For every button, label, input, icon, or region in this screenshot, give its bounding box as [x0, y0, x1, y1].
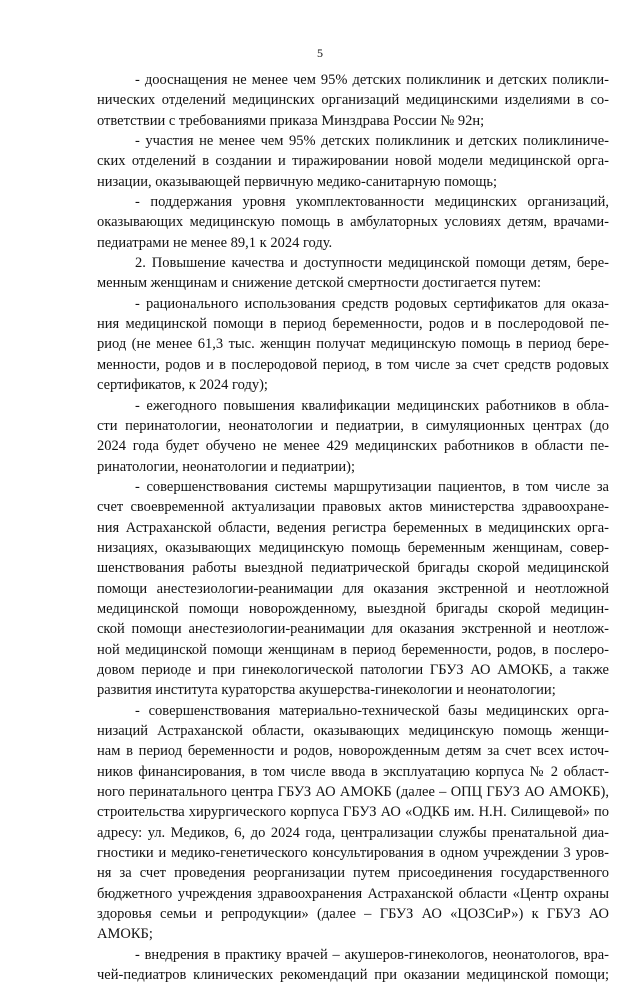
text-line: развития института кураторства акушерства-гинекологии и неонатологии; [97, 682, 556, 699]
text-line: 2024 года будет обучено не менее 429 медицинских работников в области пе- [97, 438, 609, 455]
text-line: довом периоде и при гинекологической патологии ГБУЗ АО АМОКБ, а также [97, 661, 609, 678]
text-line: оказывающих медицинскую помощь в амбулаторных условиях детям, врачами- [97, 214, 609, 231]
text-line: - дооснащения не менее чем 95% детских поликлиник и детских поликли- [135, 72, 609, 88]
text-line: строительства хирургического корпуса ГБУЗ АО «ОДКБ им. Н.Н. Силищевой» по [97, 804, 609, 821]
text-line: шенствования работы выездной педиатрической бригады скорой медицинской [97, 560, 609, 577]
text-line: ответствии с требованиями приказа Минздрава России № 92н; [97, 112, 485, 129]
text-line: - поддержания уровня укомплектованности медицинских организаций, [135, 194, 609, 211]
text-line: ских отделений в создании и тиражировании новой модели медицинской орга- [97, 153, 609, 170]
text-line: - совершенствования материально-технической базы медицинских орга- [135, 702, 609, 719]
text-line: здоровья семьи и репродукции» (далее – ГБУЗ АО «ЦОЗСиР») к ГБУЗ АО [97, 906, 609, 923]
text-line: педиатрами не менее 89,1 к 2024 году. [97, 234, 333, 251]
text-line: ния медицинской помощи в период беременности, родов и в послеродовой пе- [97, 316, 609, 333]
text-line: чей-педиатров клинических рекомендаций при оказании медицинской помощи; [97, 967, 609, 984]
text-line: низациях, оказывающих медицинскую помощь беременным женщинам, совер- [97, 539, 609, 556]
text-line: медицинской помощи новорожденному, выездной бригады скорой медицин- [97, 600, 609, 617]
text-line: помощи анестезиологии-реанимации для оказания экстренной и неотложной [97, 580, 609, 597]
text-line: - совершенствования системы маршрутизации пациентов, в том числе за [135, 478, 609, 495]
text-line: ной медицинской помощи женщинам в период беременности, родов, в послеро- [97, 641, 609, 658]
text-line: нических отделений медицинских организаций медицинскими изделиями в со- [97, 92, 609, 109]
text-line: нам в период беременности и родов, новорожденным детям за счет всех источ- [97, 743, 609, 760]
text-line: адресу: ул. Медиков, 6, до 2024 года, централизации службы пренатальной диа- [97, 824, 609, 841]
text-line: риод (не менее 61,3 тыс. женщин получат медицинскую помощь в период бере- [97, 336, 609, 353]
page-number: 5 [317, 46, 323, 60]
text-line: 2. Повышение качества и доступности медицинской помощи детям, бере- [135, 255, 609, 272]
text-line: ринатологии, неонатологии и педиатрии); [97, 458, 356, 475]
text-line: АМОКБ; [97, 926, 153, 943]
text-line: - рационального использования средств родовых сертификатов для оказа- [135, 295, 609, 312]
text-line: ников финансирования, в том числе ввода в эксплуатацию корпуса № 2 област- [97, 763, 609, 780]
text-line: ня за счет проведения реорганизации путем присоединения государственного [97, 865, 609, 882]
document-body [97, 70, 609, 985]
text-line: гностики и медико-генетического консультирования в одном учреждении 3 уров- [97, 845, 609, 862]
text-line: сертификатов, к 2024 году); [97, 377, 268, 394]
text-line: низаций Астраханской области, оказывающих медицинскую помощь женщи- [97, 723, 609, 739]
text-line: - ежегодного повышения квалификации медицинских работников в обла- [135, 397, 609, 414]
text-line: бюджетного учреждения здравоохранения Астраханской области «Центр охраны [97, 885, 609, 902]
text-line: ного перинатального центра ГБУЗ АО АМОКБ (далее – ОПЦ ГБУЗ АО АМОКБ), [97, 784, 609, 801]
text-line: счет своевременной актуализации правовых актов министерства здравоохране- [97, 499, 609, 516]
text-line: - участия не менее чем 95% детских поликлиник и детских поликлиниче- [135, 133, 609, 150]
text-line: менным женщинам и снижение детской смертности достигается путем: [97, 275, 542, 292]
text-line: менности, родов и в послеродовой период, в том числе за счет средств родовых [97, 356, 609, 373]
text-line: - внедрения в практику врачей – акушеров-гинекологов, неонатологов, вра- [135, 946, 609, 963]
text-line: сти перинатологии, неонатологии и педиатрии, в симуляционных центрах (до [97, 417, 609, 434]
text-line: ской помощи анестезиологии-реанимации для оказания экстренной и неотлож- [97, 621, 609, 638]
text-line: ния Астраханской области, ведения регистра беременных в медицинских орга- [97, 519, 609, 536]
text-line: низации, оказывающей первичную медико-санитарную помощь; [97, 173, 498, 190]
